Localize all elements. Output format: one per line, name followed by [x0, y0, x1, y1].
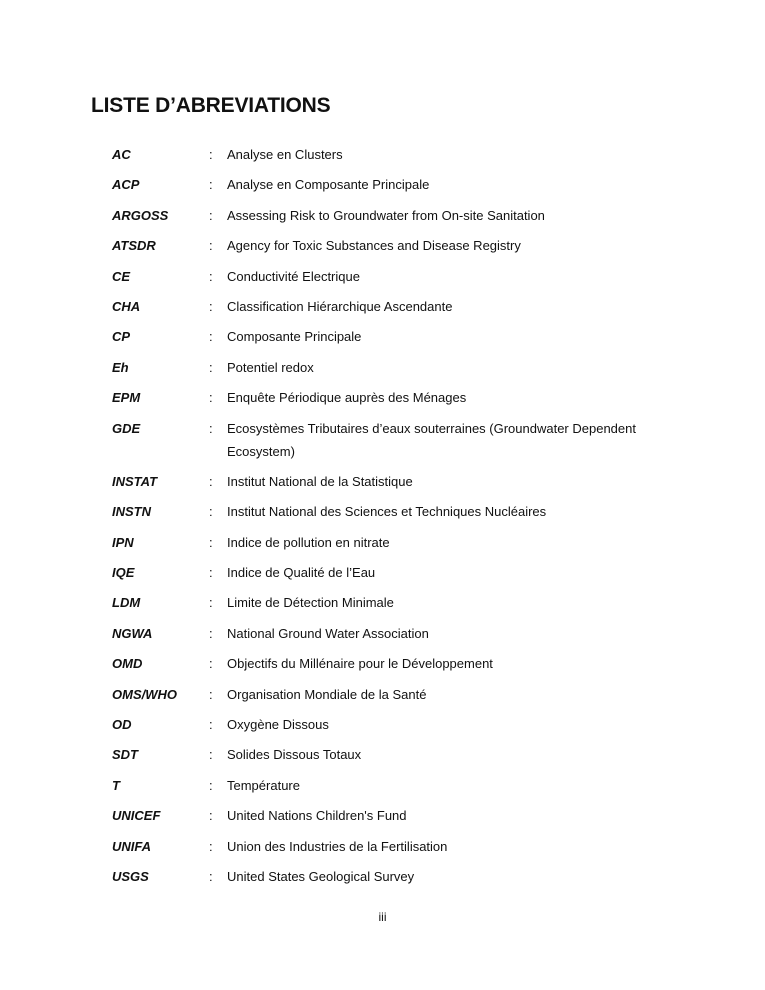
abbreviation-term: ACP — [112, 177, 140, 193]
separator-colon: : — [209, 808, 213, 824]
abbreviation-term: UNIFA — [112, 838, 151, 854]
abbreviation-term: IQE — [112, 565, 135, 581]
abbreviation-definition: Température — [227, 777, 300, 793]
abbreviation-row — [112, 743, 692, 766]
abbreviation-row — [112, 652, 692, 675]
separator-colon: : — [209, 868, 213, 884]
abbreviation-term: USGS — [112, 868, 149, 884]
abbreviation-term: OMS/WHO — [112, 686, 177, 702]
separator-colon: : — [209, 238, 213, 254]
abbreviation-term: ARGOSS — [112, 207, 169, 223]
abbreviation-term: OMD — [112, 656, 143, 672]
abbreviation-term: LDM — [112, 595, 141, 611]
abbreviation-row — [112, 622, 692, 645]
separator-colon: : — [209, 838, 213, 854]
separator-colon: : — [209, 473, 213, 489]
abbreviation-row — [112, 470, 692, 493]
separator-colon: : — [209, 534, 213, 550]
abbreviation-term: ATSDR — [112, 238, 156, 254]
separator-colon: : — [209, 717, 213, 733]
abbreviation-definition: Conductivité Electrique — [227, 268, 360, 284]
separator-colon: : — [209, 147, 213, 162]
abbreviation-row — [112, 561, 692, 584]
abbreviation-definition: Enquête Périodique auprès des Ménages — [227, 390, 467, 406]
separator-colon: : — [209, 177, 213, 193]
abbreviation-row — [112, 325, 692, 348]
abbreviation-row — [112, 295, 692, 318]
abbreviation-row — [112, 683, 692, 706]
abbreviation-definition: Ecosystèmes Tributaires d’eaux souterraines (Groundwater Dependent Ecosystem) — [227, 420, 636, 459]
abbreviation-definition: United Nations Children's Fund — [227, 808, 407, 824]
abbreviation-term: IPN — [112, 534, 134, 550]
abbreviation-row — [112, 173, 692, 196]
abbreviation-term: INSTN — [112, 504, 151, 520]
abbreviation-row — [112, 204, 692, 227]
abbreviation-row — [112, 713, 692, 736]
abbreviation-row — [112, 500, 692, 523]
abbreviation-row — [112, 835, 692, 858]
separator-colon: : — [209, 595, 213, 611]
separator-colon: : — [209, 420, 213, 436]
abbreviation-row — [112, 591, 692, 614]
abbreviation-term: AC — [112, 147, 131, 162]
separator-colon: : — [209, 390, 213, 406]
abbreviation-definition: Classification Hiérarchique Ascendante — [227, 298, 453, 314]
abbreviation-row — [112, 386, 692, 409]
separator-colon: : — [209, 625, 213, 641]
abbreviation-definition: Institut National de la Statistique — [227, 473, 413, 489]
abbreviation-definition: Solides Dissous Totaux — [227, 747, 362, 763]
separator-colon: : — [209, 504, 213, 520]
abbreviation-row — [112, 143, 692, 166]
abbreviation-list — [112, 143, 692, 895]
abbreviation-term: SDT — [112, 747, 138, 763]
abbreviation-row — [112, 531, 692, 554]
abbreviation-definition: Indice de Qualité de l’Eau — [227, 565, 376, 581]
separator-colon: : — [209, 747, 213, 763]
abbreviation-definition: Organisation Mondiale de la Santé — [227, 686, 427, 702]
abbreviation-term: CP — [112, 329, 131, 345]
abbreviation-definition: Composante Principale — [227, 329, 362, 345]
abbreviation-definition: Union des Industries de la Fertilisation — [227, 838, 448, 854]
abbreviation-term: T — [112, 777, 120, 793]
abbreviation-row — [112, 774, 692, 797]
abbreviation-row — [112, 265, 692, 288]
abbreviation-term: Eh — [112, 359, 129, 375]
separator-colon: : — [209, 777, 213, 793]
abbreviation-definition: Analyse en Clusters — [227, 147, 343, 162]
abbreviation-row — [112, 356, 692, 379]
abbreviation-definition: Assessing Risk to Groundwater from On-site Sanitation — [227, 207, 545, 223]
abbreviation-row — [112, 804, 692, 827]
abbreviation-definition: United States Geological Survey — [227, 868, 415, 884]
separator-colon: : — [209, 656, 213, 672]
abbreviation-definition: Institut National des Sciences et Techniques Nucléaires — [227, 504, 547, 520]
abbreviation-row — [112, 865, 692, 888]
abbreviation-definition: Limite de Détection Minimale — [227, 595, 394, 611]
abbreviation-definition: Analyse en Composante Principale — [227, 177, 430, 193]
abbreviation-row — [112, 417, 692, 463]
separator-colon: : — [209, 298, 213, 314]
abbreviation-term: GDE — [112, 420, 141, 436]
abbreviation-term: EPM — [112, 390, 141, 406]
abbreviation-term: INSTAT — [112, 473, 158, 489]
abbreviation-term: NGWA — [112, 625, 153, 641]
separator-colon: : — [209, 565, 213, 581]
page-number: iii — [378, 910, 387, 924]
abbreviation-term: OD — [112, 717, 132, 733]
page-title: LISTE D’ABREVIATIONS — [91, 94, 331, 117]
abbreviation-definition: Potentiel redox — [227, 359, 314, 375]
separator-colon: : — [209, 329, 213, 345]
abbreviation-definition: Oxygène Dissous — [227, 717, 329, 733]
abbreviation-definition: Objectifs du Millénaire pour le Développement — [227, 656, 493, 672]
abbreviation-definition: National Ground Water Association — [227, 625, 429, 641]
abbreviation-term: CE — [112, 268, 131, 284]
separator-colon: : — [209, 686, 213, 702]
abbreviation-term: UNICEF — [112, 808, 161, 824]
abbreviation-row — [112, 234, 692, 257]
abbreviation-definition: Agency for Toxic Substances and Disease Registry — [227, 238, 521, 254]
abbreviation-term: CHA — [112, 298, 141, 314]
separator-colon: : — [209, 359, 213, 375]
separator-colon: : — [209, 268, 213, 284]
abbreviation-definition: Indice de pollution en nitrate — [227, 534, 390, 550]
separator-colon: : — [209, 207, 213, 223]
